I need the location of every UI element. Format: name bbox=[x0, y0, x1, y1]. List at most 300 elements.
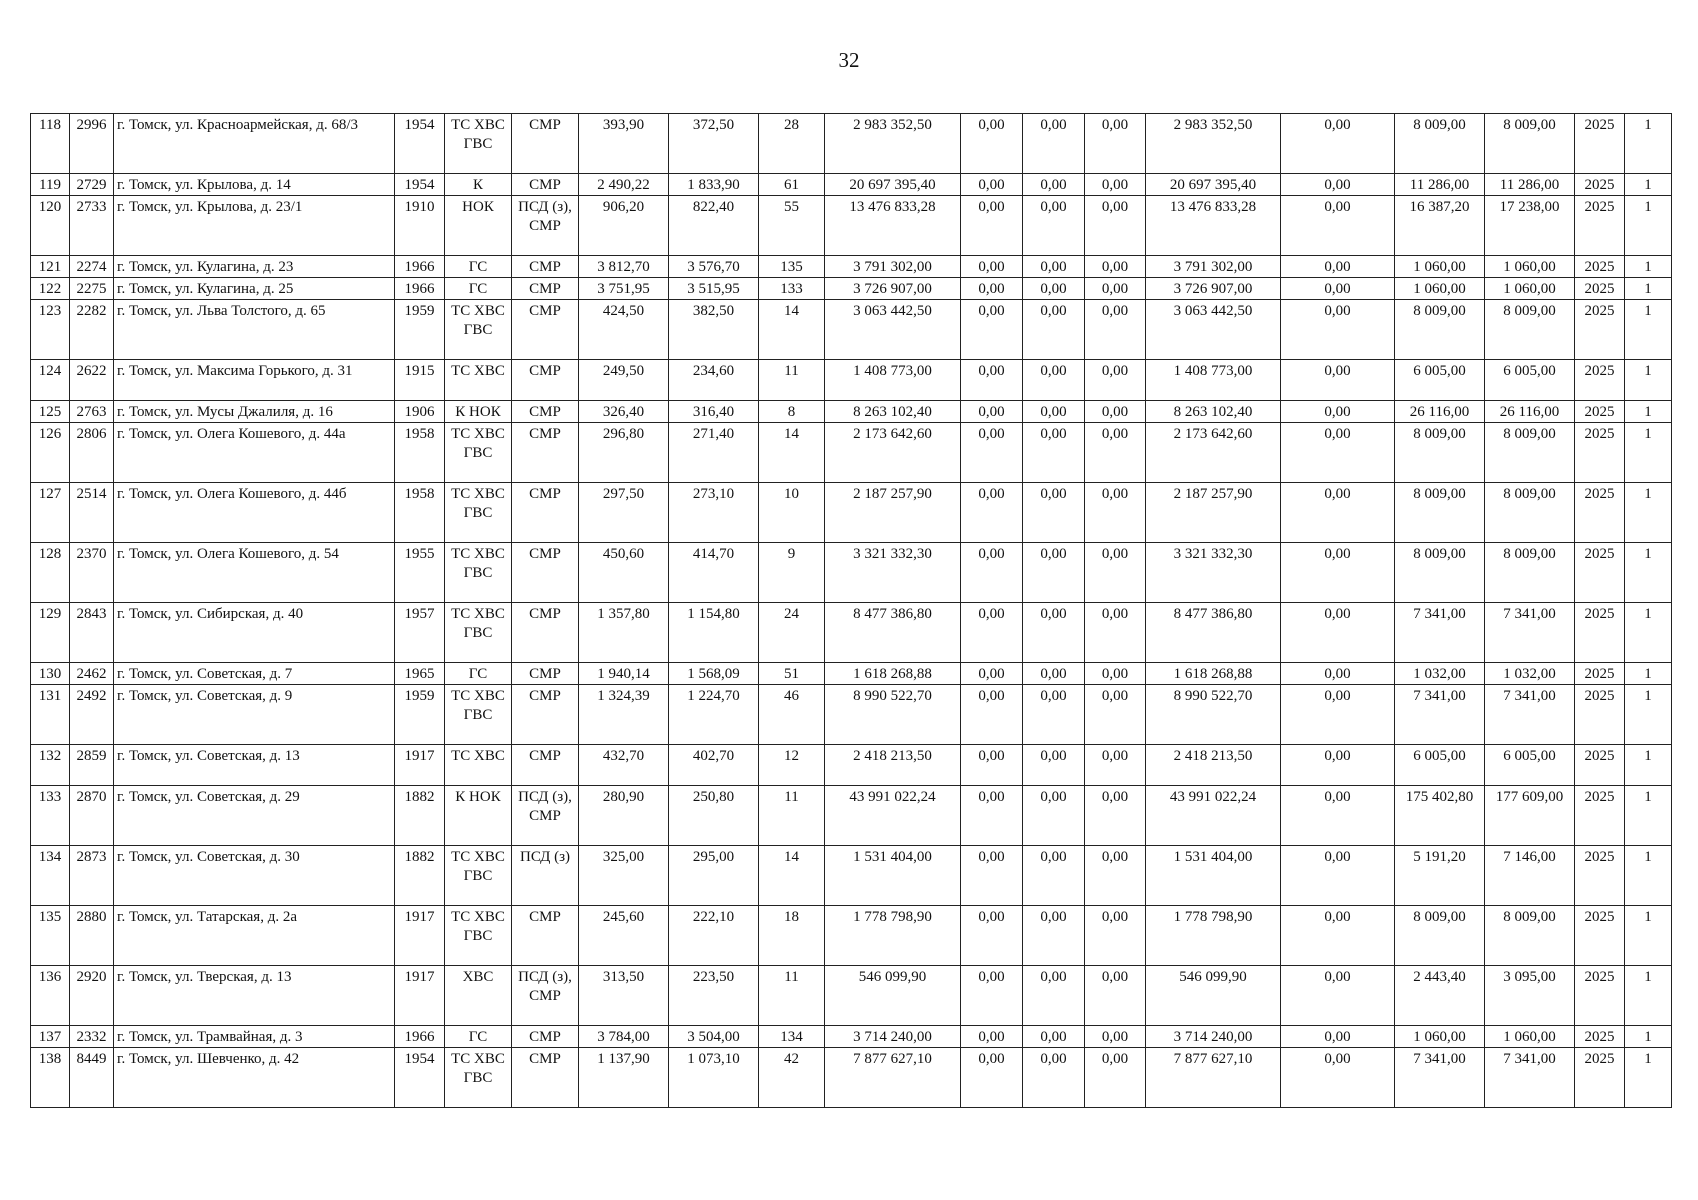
cell-municipal-funds: 0,00 bbox=[1085, 1026, 1146, 1048]
cell-municipal-funds: 0,00 bbox=[1085, 360, 1146, 401]
cell-total-area: 297,50 bbox=[579, 483, 669, 543]
cell-build-year: 1915 bbox=[395, 360, 445, 401]
cell-municipal-funds: 0,00 bbox=[1085, 786, 1146, 846]
cell-unit-cost: 7 341,00 bbox=[1395, 1048, 1485, 1108]
cell-municipal-funds: 0,00 bbox=[1085, 256, 1146, 278]
cell-row-number: 124 bbox=[31, 360, 70, 401]
cell-federal-funds: 0,00 bbox=[961, 300, 1023, 360]
cell-build-year: 1959 bbox=[395, 685, 445, 745]
cell-federal-funds: 0,00 bbox=[961, 543, 1023, 603]
cell-regional-funds: 0,00 bbox=[1023, 846, 1085, 906]
cell-build-year: 1910 bbox=[395, 196, 445, 256]
cell-unit-cost: 11 286,00 bbox=[1395, 174, 1485, 196]
cell-residents-count: 14 bbox=[759, 423, 825, 483]
cell-regional-funds: 0,00 bbox=[1023, 603, 1085, 663]
table-row bbox=[31, 300, 1672, 360]
cell-priority: 1 bbox=[1625, 1026, 1672, 1048]
cell-municipal-funds: 0,00 bbox=[1085, 483, 1146, 543]
cell-row-number: 134 bbox=[31, 846, 70, 906]
cell-living-area: 1 224,70 bbox=[669, 685, 759, 745]
cell-total-area: 424,50 bbox=[579, 300, 669, 360]
cell-unit-cost: 8 009,00 bbox=[1395, 543, 1485, 603]
cell-residents-count: 14 bbox=[759, 300, 825, 360]
cell-total-area: 296,80 bbox=[579, 423, 669, 483]
cell-residents-count: 14 bbox=[759, 846, 825, 906]
cell-house-id: 2274 bbox=[70, 256, 114, 278]
cell-regional-funds: 0,00 bbox=[1023, 543, 1085, 603]
cell-max-unit-cost: 7 341,00 bbox=[1485, 685, 1575, 745]
cell-row-number: 122 bbox=[31, 278, 70, 300]
cell-federal-funds: 0,00 bbox=[961, 278, 1023, 300]
cell-municipal-funds: 0,00 bbox=[1085, 685, 1146, 745]
cell-work-stage: СМР bbox=[512, 603, 579, 663]
cell-unit-cost: 6 005,00 bbox=[1395, 360, 1485, 401]
cell-other-funds: 0,00 bbox=[1281, 423, 1395, 483]
cell-work-types: ТС ХВС ГВС bbox=[445, 846, 512, 906]
cell-owners-funds: 546 099,90 bbox=[1146, 966, 1281, 1026]
cell-work-types: К bbox=[445, 174, 512, 196]
cell-max-unit-cost: 8 009,00 bbox=[1485, 300, 1575, 360]
cell-unit-cost: 8 009,00 bbox=[1395, 906, 1485, 966]
cell-federal-funds: 0,00 bbox=[961, 663, 1023, 685]
cell-living-area: 295,00 bbox=[669, 846, 759, 906]
housing-repair-table bbox=[30, 113, 1672, 1108]
cell-federal-funds: 0,00 bbox=[961, 1026, 1023, 1048]
cell-owners-funds: 2 173 642,60 bbox=[1146, 423, 1281, 483]
cell-total-area: 280,90 bbox=[579, 786, 669, 846]
cell-unit-cost: 8 009,00 bbox=[1395, 300, 1485, 360]
cell-residents-count: 18 bbox=[759, 906, 825, 966]
cell-priority: 1 bbox=[1625, 256, 1672, 278]
cell-work-types: ТС ХВС ГВС bbox=[445, 603, 512, 663]
table-row bbox=[31, 663, 1672, 685]
cell-work-types: ТС ХВС ГВС bbox=[445, 114, 512, 174]
cell-house-id: 2763 bbox=[70, 401, 114, 423]
cell-address: г. Томск, ул. Максима Горького, д. 31 bbox=[114, 360, 395, 401]
cell-build-year: 1917 bbox=[395, 966, 445, 1026]
cell-other-funds: 0,00 bbox=[1281, 846, 1395, 906]
cell-owners-funds: 8 477 386,80 bbox=[1146, 603, 1281, 663]
cell-unit-cost: 16 387,20 bbox=[1395, 196, 1485, 256]
cell-build-year: 1959 bbox=[395, 300, 445, 360]
cell-federal-funds: 0,00 bbox=[961, 196, 1023, 256]
cell-plan-year: 2025 bbox=[1575, 401, 1625, 423]
cell-unit-cost: 1 060,00 bbox=[1395, 278, 1485, 300]
cell-priority: 1 bbox=[1625, 401, 1672, 423]
cell-municipal-funds: 0,00 bbox=[1085, 423, 1146, 483]
cell-work-stage: СМР bbox=[512, 663, 579, 685]
cell-owners-funds: 1 408 773,00 bbox=[1146, 360, 1281, 401]
cell-house-id: 2806 bbox=[70, 423, 114, 483]
cell-federal-funds: 0,00 bbox=[961, 906, 1023, 966]
cell-total-area: 245,60 bbox=[579, 906, 669, 966]
cell-row-number: 133 bbox=[31, 786, 70, 846]
cell-priority: 1 bbox=[1625, 423, 1672, 483]
cell-owners-funds: 1 618 268,88 bbox=[1146, 663, 1281, 685]
cell-total-area: 3 751,95 bbox=[579, 278, 669, 300]
cell-unit-cost: 6 005,00 bbox=[1395, 745, 1485, 786]
cell-address: г. Томск, ул. Трамвайная, д. 3 bbox=[114, 1026, 395, 1048]
cell-total-area: 1 940,14 bbox=[579, 663, 669, 685]
table-row bbox=[31, 114, 1672, 174]
cell-work-stage: СМР bbox=[512, 300, 579, 360]
cell-total-cost: 8 263 102,40 bbox=[825, 401, 961, 423]
table-row bbox=[31, 846, 1672, 906]
cell-house-id: 2920 bbox=[70, 966, 114, 1026]
cell-living-area: 822,40 bbox=[669, 196, 759, 256]
cell-residents-count: 61 bbox=[759, 174, 825, 196]
cell-unit-cost: 2 443,40 bbox=[1395, 966, 1485, 1026]
cell-regional-funds: 0,00 bbox=[1023, 114, 1085, 174]
cell-max-unit-cost: 8 009,00 bbox=[1485, 543, 1575, 603]
cell-federal-funds: 0,00 bbox=[961, 360, 1023, 401]
cell-plan-year: 2025 bbox=[1575, 278, 1625, 300]
cell-other-funds: 0,00 bbox=[1281, 256, 1395, 278]
cell-residents-count: 134 bbox=[759, 1026, 825, 1048]
cell-priority: 1 bbox=[1625, 663, 1672, 685]
cell-address: г. Томск, ул. Льва Толстого, д. 65 bbox=[114, 300, 395, 360]
table-row bbox=[31, 401, 1672, 423]
cell-house-id: 2873 bbox=[70, 846, 114, 906]
table-row bbox=[31, 966, 1672, 1026]
cell-plan-year: 2025 bbox=[1575, 114, 1625, 174]
cell-total-cost: 3 063 442,50 bbox=[825, 300, 961, 360]
cell-work-types: ТС ХВС ГВС bbox=[445, 906, 512, 966]
cell-plan-year: 2025 bbox=[1575, 745, 1625, 786]
cell-other-funds: 0,00 bbox=[1281, 786, 1395, 846]
cell-work-stage: СМР bbox=[512, 1026, 579, 1048]
cell-priority: 1 bbox=[1625, 360, 1672, 401]
cell-house-id: 2370 bbox=[70, 543, 114, 603]
cell-row-number: 131 bbox=[31, 685, 70, 745]
cell-priority: 1 bbox=[1625, 114, 1672, 174]
cell-other-funds: 0,00 bbox=[1281, 174, 1395, 196]
cell-plan-year: 2025 bbox=[1575, 786, 1625, 846]
cell-address: г. Томск, ул. Татарская, д. 2а bbox=[114, 906, 395, 966]
cell-row-number: 119 bbox=[31, 174, 70, 196]
cell-priority: 1 bbox=[1625, 846, 1672, 906]
cell-max-unit-cost: 7 341,00 bbox=[1485, 1048, 1575, 1108]
cell-address: г. Томск, ул. Крылова, д. 14 bbox=[114, 174, 395, 196]
cell-total-area: 432,70 bbox=[579, 745, 669, 786]
cell-plan-year: 2025 bbox=[1575, 603, 1625, 663]
cell-regional-funds: 0,00 bbox=[1023, 401, 1085, 423]
cell-priority: 1 bbox=[1625, 966, 1672, 1026]
cell-build-year: 1882 bbox=[395, 786, 445, 846]
cell-house-id: 2514 bbox=[70, 483, 114, 543]
cell-municipal-funds: 0,00 bbox=[1085, 174, 1146, 196]
cell-residents-count: 10 bbox=[759, 483, 825, 543]
cell-priority: 1 bbox=[1625, 685, 1672, 745]
cell-federal-funds: 0,00 bbox=[961, 174, 1023, 196]
cell-total-area: 906,20 bbox=[579, 196, 669, 256]
cell-max-unit-cost: 177 609,00 bbox=[1485, 786, 1575, 846]
cell-other-funds: 0,00 bbox=[1281, 401, 1395, 423]
cell-plan-year: 2025 bbox=[1575, 966, 1625, 1026]
cell-work-types: ТС ХВС ГВС bbox=[445, 300, 512, 360]
cell-residents-count: 9 bbox=[759, 543, 825, 603]
cell-plan-year: 2025 bbox=[1575, 1026, 1625, 1048]
cell-living-area: 222,10 bbox=[669, 906, 759, 966]
cell-municipal-funds: 0,00 bbox=[1085, 906, 1146, 966]
table-row bbox=[31, 543, 1672, 603]
cell-build-year: 1958 bbox=[395, 483, 445, 543]
cell-work-stage: СМР bbox=[512, 483, 579, 543]
cell-plan-year: 2025 bbox=[1575, 663, 1625, 685]
cell-build-year: 1954 bbox=[395, 114, 445, 174]
cell-federal-funds: 0,00 bbox=[961, 1048, 1023, 1108]
table-row bbox=[31, 1048, 1672, 1108]
cell-work-types: ТС ХВС ГВС bbox=[445, 685, 512, 745]
cell-federal-funds: 0,00 bbox=[961, 401, 1023, 423]
cell-residents-count: 55 bbox=[759, 196, 825, 256]
cell-living-area: 1 073,10 bbox=[669, 1048, 759, 1108]
cell-max-unit-cost: 1 060,00 bbox=[1485, 1026, 1575, 1048]
cell-row-number: 127 bbox=[31, 483, 70, 543]
cell-row-number: 120 bbox=[31, 196, 70, 256]
cell-total-cost: 43 991 022,24 bbox=[825, 786, 961, 846]
cell-total-cost: 13 476 833,28 bbox=[825, 196, 961, 256]
cell-address: г. Томск, ул. Крылова, д. 23/1 bbox=[114, 196, 395, 256]
cell-regional-funds: 0,00 bbox=[1023, 966, 1085, 1026]
cell-plan-year: 2025 bbox=[1575, 300, 1625, 360]
cell-regional-funds: 0,00 bbox=[1023, 278, 1085, 300]
cell-regional-funds: 0,00 bbox=[1023, 1026, 1085, 1048]
cell-address: г. Томск, ул. Кулагина, д. 25 bbox=[114, 278, 395, 300]
cell-owners-funds: 1 778 798,90 bbox=[1146, 906, 1281, 966]
cell-row-number: 123 bbox=[31, 300, 70, 360]
cell-build-year: 1966 bbox=[395, 256, 445, 278]
cell-total-cost: 3 321 332,30 bbox=[825, 543, 961, 603]
cell-total-area: 1 137,90 bbox=[579, 1048, 669, 1108]
cell-regional-funds: 0,00 bbox=[1023, 360, 1085, 401]
cell-plan-year: 2025 bbox=[1575, 256, 1625, 278]
cell-other-funds: 0,00 bbox=[1281, 1026, 1395, 1048]
cell-living-area: 382,50 bbox=[669, 300, 759, 360]
cell-total-area: 1 357,80 bbox=[579, 603, 669, 663]
cell-work-types: ТС ХВС bbox=[445, 360, 512, 401]
cell-priority: 1 bbox=[1625, 906, 1672, 966]
cell-owners-funds: 1 531 404,00 bbox=[1146, 846, 1281, 906]
cell-total-cost: 3 726 907,00 bbox=[825, 278, 961, 300]
cell-owners-funds: 3 714 240,00 bbox=[1146, 1026, 1281, 1048]
cell-priority: 1 bbox=[1625, 786, 1672, 846]
cell-total-area: 1 324,39 bbox=[579, 685, 669, 745]
cell-regional-funds: 0,00 bbox=[1023, 745, 1085, 786]
cell-total-area: 450,60 bbox=[579, 543, 669, 603]
table-row bbox=[31, 278, 1672, 300]
cell-row-number: 138 bbox=[31, 1048, 70, 1108]
cell-address: г. Томск, ул. Тверская, д. 13 bbox=[114, 966, 395, 1026]
cell-total-area: 3 812,70 bbox=[579, 256, 669, 278]
cell-build-year: 1955 bbox=[395, 543, 445, 603]
cell-address: г. Томск, ул. Мусы Джалиля, д. 16 bbox=[114, 401, 395, 423]
cell-residents-count: 11 bbox=[759, 360, 825, 401]
cell-federal-funds: 0,00 bbox=[961, 603, 1023, 663]
cell-work-stage: ПСД (з), СМР bbox=[512, 196, 579, 256]
cell-regional-funds: 0,00 bbox=[1023, 483, 1085, 543]
cell-federal-funds: 0,00 bbox=[961, 685, 1023, 745]
cell-unit-cost: 7 341,00 bbox=[1395, 603, 1485, 663]
cell-residents-count: 42 bbox=[759, 1048, 825, 1108]
cell-municipal-funds: 0,00 bbox=[1085, 1048, 1146, 1108]
cell-build-year: 1958 bbox=[395, 423, 445, 483]
cell-row-number: 118 bbox=[31, 114, 70, 174]
table-row bbox=[31, 603, 1672, 663]
cell-work-types: ТС ХВС ГВС bbox=[445, 1048, 512, 1108]
cell-address: г. Томск, ул. Советская, д. 9 bbox=[114, 685, 395, 745]
cell-work-types: ТС ХВС bbox=[445, 745, 512, 786]
cell-house-id: 2996 bbox=[70, 114, 114, 174]
cell-total-area: 249,50 bbox=[579, 360, 669, 401]
cell-plan-year: 2025 bbox=[1575, 483, 1625, 543]
cell-address: г. Томск, ул. Советская, д. 7 bbox=[114, 663, 395, 685]
cell-build-year: 1954 bbox=[395, 174, 445, 196]
cell-work-stage: СМР bbox=[512, 114, 579, 174]
cell-other-funds: 0,00 bbox=[1281, 196, 1395, 256]
cell-residents-count: 133 bbox=[759, 278, 825, 300]
cell-build-year: 1906 bbox=[395, 401, 445, 423]
cell-plan-year: 2025 bbox=[1575, 196, 1625, 256]
cell-federal-funds: 0,00 bbox=[961, 966, 1023, 1026]
cell-work-stage: СМР bbox=[512, 745, 579, 786]
cell-max-unit-cost: 7 341,00 bbox=[1485, 603, 1575, 663]
cell-other-funds: 0,00 bbox=[1281, 300, 1395, 360]
table-row bbox=[31, 423, 1672, 483]
cell-living-area: 250,80 bbox=[669, 786, 759, 846]
cell-other-funds: 0,00 bbox=[1281, 278, 1395, 300]
table-row bbox=[31, 685, 1672, 745]
cell-work-stage: СМР bbox=[512, 906, 579, 966]
cell-max-unit-cost: 1 060,00 bbox=[1485, 256, 1575, 278]
table-row bbox=[31, 360, 1672, 401]
cell-work-types: ТС ХВС ГВС bbox=[445, 543, 512, 603]
cell-living-area: 271,40 bbox=[669, 423, 759, 483]
cell-house-id: 2859 bbox=[70, 745, 114, 786]
cell-living-area: 223,50 bbox=[669, 966, 759, 1026]
cell-owners-funds: 3 791 302,00 bbox=[1146, 256, 1281, 278]
cell-work-stage: СМР bbox=[512, 1048, 579, 1108]
cell-total-cost: 7 877 627,10 bbox=[825, 1048, 961, 1108]
cell-work-types: ТС ХВС ГВС bbox=[445, 483, 512, 543]
cell-work-types: ХВС bbox=[445, 966, 512, 1026]
cell-address: г. Томск, ул. Красноармейская, д. 68/3 bbox=[114, 114, 395, 174]
cell-plan-year: 2025 bbox=[1575, 846, 1625, 906]
cell-address: г. Томск, ул. Шевченко, д. 42 bbox=[114, 1048, 395, 1108]
cell-build-year: 1882 bbox=[395, 846, 445, 906]
cell-owners-funds: 43 991 022,24 bbox=[1146, 786, 1281, 846]
cell-max-unit-cost: 8 009,00 bbox=[1485, 423, 1575, 483]
cell-municipal-funds: 0,00 bbox=[1085, 278, 1146, 300]
cell-plan-year: 2025 bbox=[1575, 423, 1625, 483]
cell-plan-year: 2025 bbox=[1575, 543, 1625, 603]
cell-work-stage: СМР bbox=[512, 360, 579, 401]
cell-priority: 1 bbox=[1625, 196, 1672, 256]
cell-work-types: ГС bbox=[445, 256, 512, 278]
cell-work-types: К НОК bbox=[445, 401, 512, 423]
cell-living-area: 372,50 bbox=[669, 114, 759, 174]
cell-max-unit-cost: 3 095,00 bbox=[1485, 966, 1575, 1026]
cell-other-funds: 0,00 bbox=[1281, 906, 1395, 966]
cell-row-number: 128 bbox=[31, 543, 70, 603]
cell-federal-funds: 0,00 bbox=[961, 483, 1023, 543]
cell-address: г. Томск, ул. Олега Кошевого, д. 44а bbox=[114, 423, 395, 483]
table-row bbox=[31, 256, 1672, 278]
cell-residents-count: 46 bbox=[759, 685, 825, 745]
cell-living-area: 3 515,95 bbox=[669, 278, 759, 300]
cell-house-id: 2843 bbox=[70, 603, 114, 663]
table-row bbox=[31, 174, 1672, 196]
cell-regional-funds: 0,00 bbox=[1023, 174, 1085, 196]
cell-owners-funds: 20 697 395,40 bbox=[1146, 174, 1281, 196]
cell-total-area: 326,40 bbox=[579, 401, 669, 423]
cell-residents-count: 12 bbox=[759, 745, 825, 786]
cell-max-unit-cost: 1 060,00 bbox=[1485, 278, 1575, 300]
cell-work-types: ГС bbox=[445, 278, 512, 300]
cell-owners-funds: 2 187 257,90 bbox=[1146, 483, 1281, 543]
cell-work-stage: СМР bbox=[512, 174, 579, 196]
cell-unit-cost: 8 009,00 bbox=[1395, 483, 1485, 543]
cell-address: г. Томск, ул. Советская, д. 30 bbox=[114, 846, 395, 906]
cell-total-cost: 546 099,90 bbox=[825, 966, 961, 1026]
cell-owners-funds: 7 877 627,10 bbox=[1146, 1048, 1281, 1108]
cell-regional-funds: 0,00 bbox=[1023, 906, 1085, 966]
cell-federal-funds: 0,00 bbox=[961, 423, 1023, 483]
cell-municipal-funds: 0,00 bbox=[1085, 846, 1146, 906]
cell-federal-funds: 0,00 bbox=[961, 786, 1023, 846]
cell-work-stage: ПСД (з), СМР bbox=[512, 786, 579, 846]
cell-row-number: 125 bbox=[31, 401, 70, 423]
table-row bbox=[31, 196, 1672, 256]
cell-total-cost: 8 477 386,80 bbox=[825, 603, 961, 663]
cell-federal-funds: 0,00 bbox=[961, 745, 1023, 786]
cell-federal-funds: 0,00 bbox=[961, 256, 1023, 278]
cell-plan-year: 2025 bbox=[1575, 906, 1625, 966]
page-number: 32 bbox=[838, 48, 860, 72]
table-row bbox=[31, 745, 1672, 786]
cell-municipal-funds: 0,00 bbox=[1085, 543, 1146, 603]
cell-residents-count: 11 bbox=[759, 786, 825, 846]
cell-row-number: 135 bbox=[31, 906, 70, 966]
cell-work-stage: СМР bbox=[512, 543, 579, 603]
cell-living-area: 1 154,80 bbox=[669, 603, 759, 663]
cell-row-number: 130 bbox=[31, 663, 70, 685]
cell-other-funds: 0,00 bbox=[1281, 685, 1395, 745]
cell-total-cost: 2 418 213,50 bbox=[825, 745, 961, 786]
cell-build-year: 1954 bbox=[395, 1048, 445, 1108]
cell-address: г. Томск, ул. Кулагина, д. 23 bbox=[114, 256, 395, 278]
cell-work-types: ГС bbox=[445, 1026, 512, 1048]
cell-max-unit-cost: 8 009,00 bbox=[1485, 483, 1575, 543]
cell-row-number: 126 bbox=[31, 423, 70, 483]
cell-municipal-funds: 0,00 bbox=[1085, 114, 1146, 174]
cell-municipal-funds: 0,00 bbox=[1085, 401, 1146, 423]
cell-house-id: 2880 bbox=[70, 906, 114, 966]
cell-work-stage: СМР bbox=[512, 423, 579, 483]
cell-house-id: 2622 bbox=[70, 360, 114, 401]
cell-living-area: 273,10 bbox=[669, 483, 759, 543]
cell-residents-count: 28 bbox=[759, 114, 825, 174]
cell-max-unit-cost: 7 146,00 bbox=[1485, 846, 1575, 906]
cell-total-cost: 3 714 240,00 bbox=[825, 1026, 961, 1048]
cell-address: г. Томск, ул. Олега Кошевого, д. 54 bbox=[114, 543, 395, 603]
cell-other-funds: 0,00 bbox=[1281, 360, 1395, 401]
cell-total-cost: 20 697 395,40 bbox=[825, 174, 961, 196]
cell-build-year: 1917 bbox=[395, 745, 445, 786]
cell-unit-cost: 1 032,00 bbox=[1395, 663, 1485, 685]
cell-owners-funds: 2 983 352,50 bbox=[1146, 114, 1281, 174]
cell-municipal-funds: 0,00 bbox=[1085, 663, 1146, 685]
